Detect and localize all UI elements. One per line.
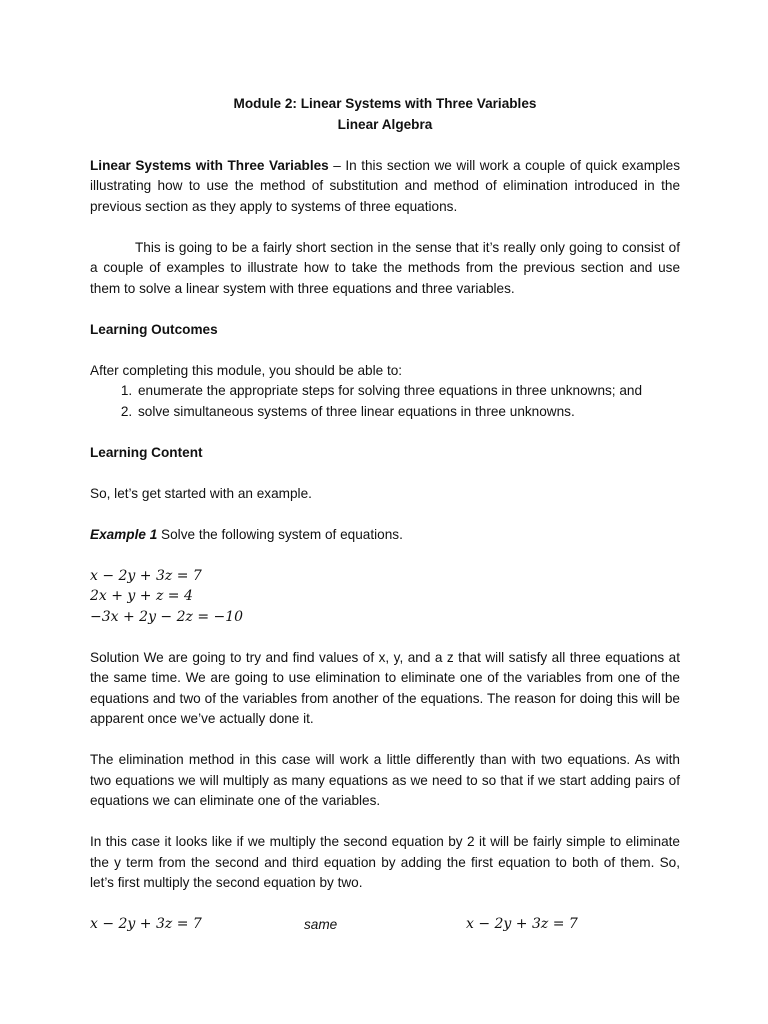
example-label: Example 1: [90, 526, 158, 542]
equation-middle-label: same: [304, 917, 338, 932]
equation-3: −3x + 2y − 2z = −10: [90, 608, 244, 625]
list-item: 2. solve simultaneous systems of three linear equations in three unknowns.: [136, 402, 680, 423]
learning-outcomes-list: [90, 381, 680, 422]
equation-right: x − 2y + 3z = 7: [466, 916, 578, 932]
learning-content-heading: Learning Content: [90, 444, 203, 460]
learning-outcomes-heading: Learning Outcomes: [90, 321, 218, 337]
equation-2: 2x + y + z = 4: [90, 588, 193, 604]
list-item: 1. enumerate the appropriate steps for solving three equations in three unknowns; and: [136, 381, 680, 402]
learning-content-intro: So, let’s get started with an example.: [90, 485, 312, 501]
case-paragraph: In this case it looks like if we multiply the second equation by 2 it will be fairly simple to eliminate the y term from the second and third equation by adding the first equation to both of them. So, let’s first multiply the second equation by two.: [90, 834, 680, 890]
module-title: Module 2: Linear Systems with Three Variables: [233, 96, 537, 111]
learning-outcomes-intro: After completing this module, you should be able to:: [90, 362, 403, 378]
solution-paragraph: Solution We are going to try and find values of x, y, and a z that will satisfy all three equations at the same time. We are going to use elimination to eliminate one of the variables from one of the equations and two of the variables from another of the equations. The reason for doing this will be apparent once we’ve actually done it.: [90, 649, 680, 726]
equation-left: x − 2y + 3z = 7: [90, 916, 202, 932]
equation-transform-row: [90, 914, 680, 936]
module-subtitle: Linear Algebra: [337, 116, 433, 132]
overview-paragraph: This is going to be a fairly short section in the sense that it’s really only going to consist of a couple of examples to illustrate how to take the methods from the previous section and use them to solve a linear system with three equations and three variables.: [90, 239, 680, 296]
example-text: Solve the following system of equations.: [157, 526, 403, 542]
intro-paragraph: [90, 156, 680, 218]
intro-text: – In this section we will work a couple of quick examples illustrating how to use the method of substitution and method of elimination introduced in the previous section as they apply to systems of three equations.: [90, 157, 680, 214]
intro-lead: Linear Systems with Three Variables: [90, 157, 329, 173]
elimination-paragraph: The elimination method in this case will work a little differently than with two equations. As with two equations we will multiply as many equations as we need to so that if we start adding pairs of equations we can eliminate one of the variables.: [90, 752, 680, 808]
document-body: [90, 94, 680, 936]
example-1-prompt: [90, 525, 680, 546]
equation-1: x − 2y + 3z = 7: [90, 567, 202, 584]
